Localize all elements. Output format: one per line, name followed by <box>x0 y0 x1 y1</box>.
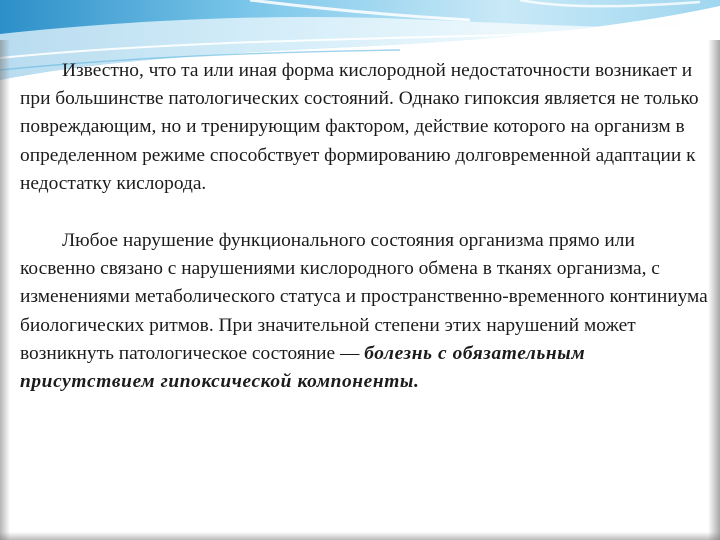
paragraph-2-text: Любое нарушение функционального состояния организма прямо или косвенно связано с нарушениями кислородного обмена в тканях организма, с изменениями метаболического статуса и пространственно-временного континиума биологических ритмов. При значительной степени этих нарушений может возникнуть патологическое состояние — <box>20 230 708 364</box>
body-text <box>20 57 708 396</box>
bottom-shadow <box>0 532 720 540</box>
paragraph-2-emphasis: болезнь с обязательным присутствием гипоксической компоненты. <box>20 342 586 393</box>
paragraph-2 <box>20 227 708 396</box>
right-shadow <box>708 40 720 540</box>
paragraph-1 <box>20 57 708 198</box>
left-shadow <box>0 40 10 540</box>
paragraph-1-text: Известно, что та или иная форма кислородной недостаточности возникает и при большинстве патологических состояний. Однако гипоксия является не только повреждающим, но и тренирующим фактором, действие которого на организм в определенном режиме способствует формированию долговременной адаптации к недостатку кислорода. <box>20 60 699 194</box>
